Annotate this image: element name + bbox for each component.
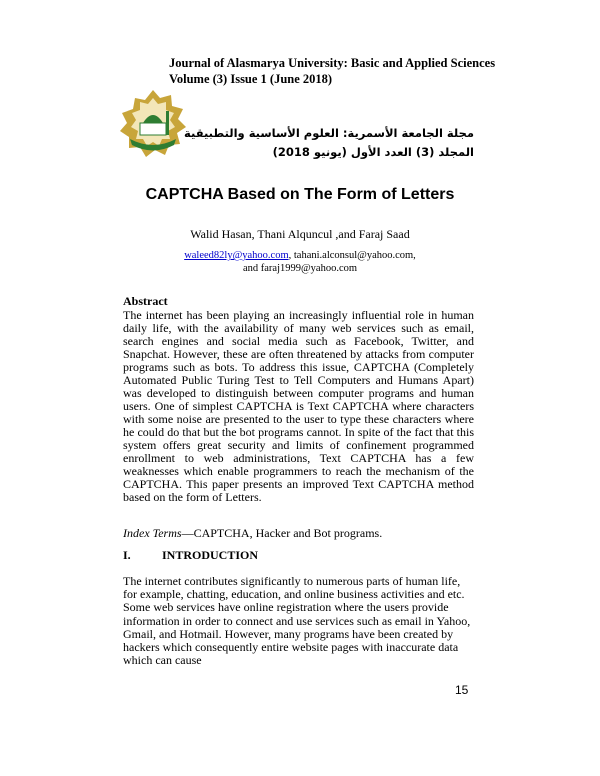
journal-title-arabic: مجلة الجامعة الأسمرية: العلوم الأساسية والتطبيقية xyxy=(184,126,474,140)
introduction-body: The internet contributes significantly to numerous parts of human life, for example, chatting, education, and online business activities and etc. Some web services have online registration where the users provide information in order to connect and use services such as email in Yahoo, Gmail, and Hotmail. However, many programs have been created by hackers which consequently entire website pages with inaccurate data which can cause xyxy=(123,574,471,668)
university-logo xyxy=(116,89,190,161)
author-emails xyxy=(0,249,600,275)
index-terms xyxy=(123,526,382,541)
page-number: 15 xyxy=(455,683,469,697)
paper-title: CAPTCHA Based on The Form of Letters xyxy=(145,186,455,203)
journal-title: Journal of Alasmarya University: Basic and Applied Sciences xyxy=(169,56,496,70)
logo-minaret xyxy=(166,111,169,135)
section-title: INTRODUCTION xyxy=(162,548,259,562)
journal-volume-arabic: المجلد (3) العدد الأول (يونيو 2018) xyxy=(272,145,474,159)
abstract-body: The internet has been playing an increasingly influential role in human daily life, with the availability of many web services such as email, search engines and social media such as Facebook, Twitter, and Snapchat. However, these are often threatened by attacks from computer programs such as bots. To address this issue, CAPTCHA (Completely Automated Public Turing Test to Tell Computers and Humans Apart) was developed to distinguish between computer programs and human users. One of simplest CAPTCHA is Text CAPTCHA where characters with some noise are presented to the user to type these characters where he could do that but the bot programs cannot. In spite of the fact that this system offers great security and limits of confinement programmed enrollment to web administrations, Text CAPTCHA has a few weaknesses which enable programmers to reach the mechanism of the CAPTCHA. This paper presents an improved Text CAPTCHA method based on the form of Letters. xyxy=(123,308,474,504)
section-number: I. xyxy=(123,548,131,562)
email-link[interactable]: waleed82ly@yahoo.com xyxy=(184,250,289,261)
email-line-2: and faraj1999@yahoo.com xyxy=(242,263,358,274)
email-rest: , tahani.alconsul@yahoo.com, xyxy=(288,250,416,261)
abstract-heading: Abstract xyxy=(123,294,168,308)
index-terms-text: —CAPTCHA, Hacker and Bot programs. xyxy=(181,526,383,540)
index-terms-label: Index Terms xyxy=(123,526,182,540)
authors: Walid Hasan, Thani Alquncul ,and Faraj Saad xyxy=(190,227,410,241)
logo-mosque-base xyxy=(140,123,166,135)
journal-volume: Volume (3) Issue 1 (June 2018) xyxy=(169,72,333,86)
